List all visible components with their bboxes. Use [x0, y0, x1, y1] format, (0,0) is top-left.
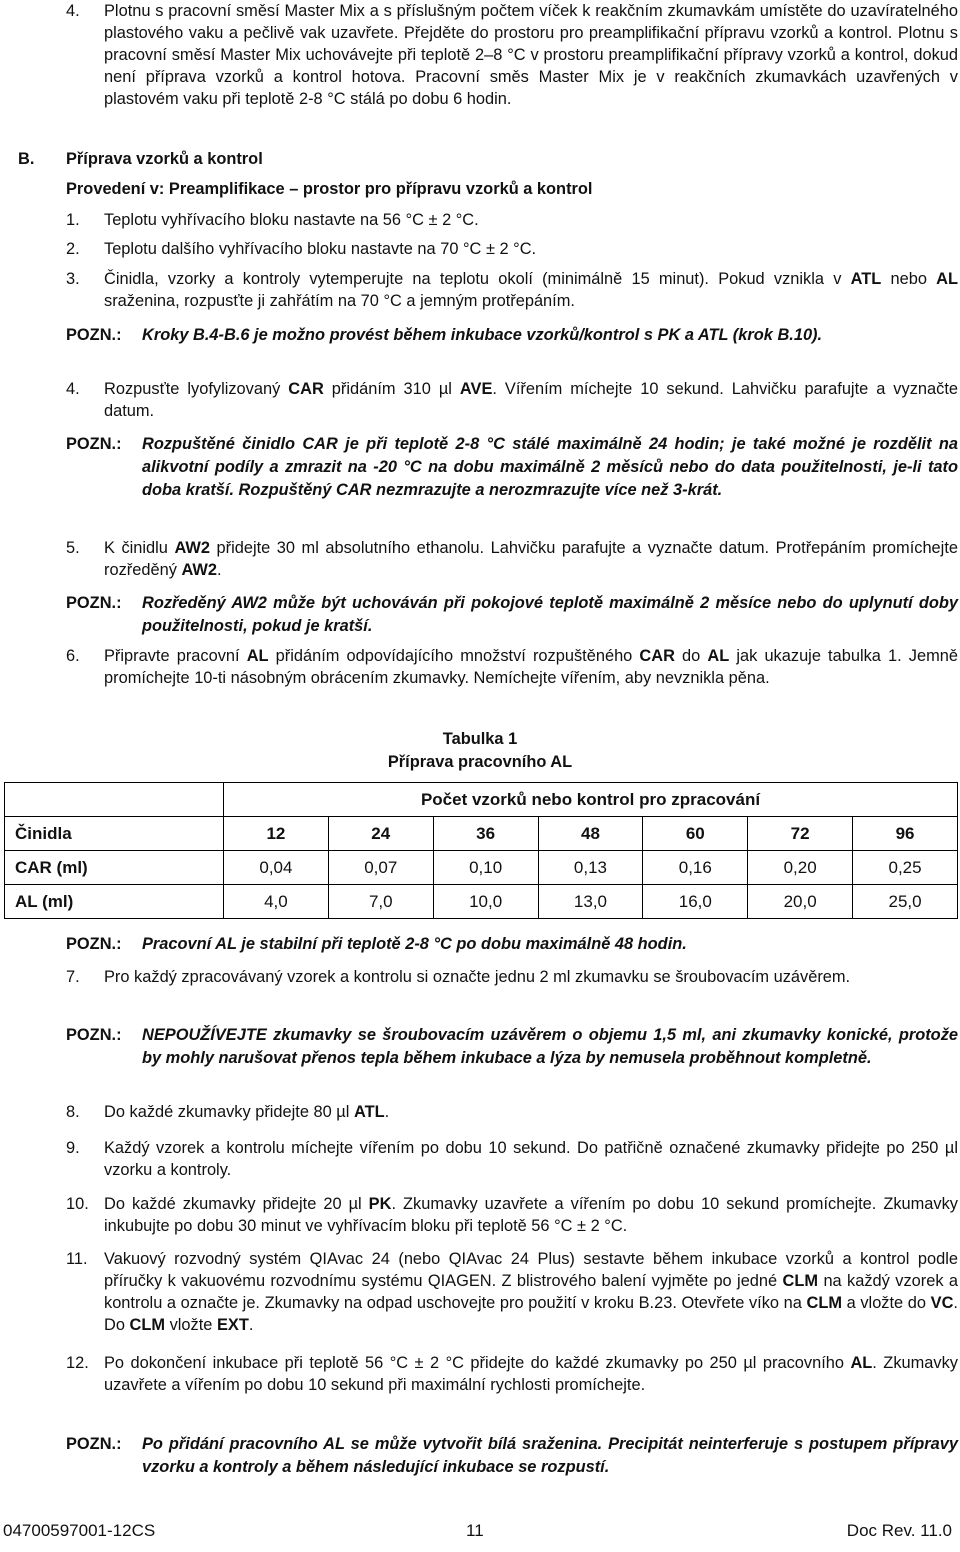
- table-header-row: [5, 783, 958, 817]
- footer-doc-code: 04700597001-12CS: [3, 1521, 156, 1540]
- step-b6: 6. Připravte pracovní AL přidáním odpovídajícího množství rozpuštěného CAR do AL jak ukazuje tabulka 1. Jemně promíchejte 10-ti násobným obrácením zkumavky. Nemíchejte vířením, aby nevznikla pěna.: [66, 647, 959, 687]
- step-b3: 3. Činidla, vzorky a kontroly vytemperujte na teplotu okolí (minimálně 15 minut). Pokud vznikla v ATL nebo AL sraženina, rozpusťte ji zahřátím na 70 °C a jemným protřepáním.: [66, 270, 959, 310]
- step-number: 4.: [66, 2, 80, 20]
- note-5: POZN.: NEPOUŽÍVEJTE zkumavky se šroubovacím uzávěrem o objemu 1,5 ml, ani zkumavky konické, protože by mohly narušovat přenos tepla během inkubace a lýza by nemusela proběhnout kompletně.: [66, 1026, 958, 1067]
- step-text: Plotnu s pracovní směsí Master Mix a s příslušným počtem víček k reakčním zkumavkám umístěte do uzavíratelného plastového vaku a pečlivě vak uzavřete. Přejděte do prostoru pro preamplifikační přípravu vzorků a kontrol. Plotnu s pracovní směsí Master Mix uchovávejte při teplotě 2–8 °C v prostoru preamplifikační přípravy vzorků a kontrol, dokud není příprava vzorků a kontrol hotova. Pracovní směs Master Mix je v reakčních zkumavkách uzavřených v plastovém vaku při teplotě 2-8 °C stálá po dobu 6 hodin.: [104, 2, 958, 108]
- section-letter: B.: [18, 150, 35, 168]
- note-3: POZN.: Rozředěný AW2 může být uchováván při pokojové teplotě maximálně 2 měsíce nebo do uplynutí doby použitelnosti, pokud je kratší.: [66, 594, 958, 635]
- step-b7: 7. Pro každý zpracovávaný vzorek a kontrolu si označte jednu 2 ml zkumavku se šroubovacím uzávěrem.: [66, 968, 851, 986]
- step-b4: 4. Rozpusťte lyofylizovaný CAR přidáním 310 µl AVE. Vířením míchejte 10 sekund. Lahvičku parafujte a vyznačte datum.: [66, 380, 958, 420]
- table-row: CAR (ml) 0,04 0,07 0,10 0,13 0,16 0,20 0,25: [5, 851, 958, 885]
- footer-page-number: 11: [466, 1521, 484, 1540]
- step-b9: 9. Každý vzorek a kontrolu míchejte vířením po dobu 10 sekund. Do patřičně označené zkumavky přidejte po 250 µl vzorku a kontroly.: [66, 1139, 958, 1179]
- table-row: Činidla 12 24 36 48 60 72 96: [5, 817, 958, 851]
- note-2: POZN.: Rozpuštěné činidlo CAR je při teplotě 2-8 °C stálé maximálně 24 hodin; je také možné je rozdělit na alikvotní podíly a zmrazit na -20 °C na dobu maximálně 2 měsíců nebo do data použitelnosti, je-li tato doba kratší. Rozpuštěný CAR nezmrazujte a nerozmrazujte více než 3-krát.: [66, 435, 958, 499]
- step-b2: 2. Teplotu dalšího vyhřívacího bloku nastavte na 70 °C ± 2 °C.: [66, 240, 537, 258]
- step-b11: 11. Vakuový rozvodný systém QIAvac 24 (nebo QIAvac 24 Plus) sestavte během inkubace vzorků a kontrol podle příručky k vakuovému rozvodnímu systému QIAGEN. Z blistrového balení vyjměte po jedné CLM na každý vzorek a kontrolu a označte je. Zkumavky na odpad uschovejte pro použití v kroku B.23. Otevřete víko na CLM a vložte do VC. Do CLM vložte EXT.: [66, 1250, 959, 1334]
- step-b5: 5. K činidlu AW2 přidejte 30 ml absolutního ethanolu. Lahvičku parafujte a vyznačte datum. Protřepáním promíchejte rozředěný AW2.: [66, 539, 958, 579]
- section-heading: [18, 148, 263, 170]
- section-subtitle: Provedení v: Preamplifikace – prostor pro přípravu vzorků a kontrol: [66, 180, 593, 198]
- step-b8: 8. Do každé zkumavky přidejte 80 µl ATL.: [66, 1103, 390, 1121]
- step-4-mastermix: [66, 0, 958, 110]
- step-b10: 10. Do každé zkumavky přidejte 20 µl PK. Zkumavky uzavřete a vířením po dobu 10 sekund promíchejte. Zkumavky inkubujte po dobu 30 minut ve vyhřívacím bloku při teplotě 56 °C ± 2 °C.: [66, 1195, 958, 1235]
- section-title: Příprava vzorků a kontrol: [66, 150, 263, 168]
- table-header: Počet vzorků nebo kontrol pro zpracování: [224, 783, 958, 817]
- note-4: POZN.: Pracovní AL je stabilní při teplotě 2-8 °C po dobu maximálně 48 hodin.: [66, 935, 687, 953]
- footer-doc-rev: Doc Rev. 11.0: [846, 1521, 952, 1540]
- step-b12: 12. Po dokončení inkubace při teplotě 56 °C ± 2 °C přidejte do každé zkumavky po 250 µl pracovního AL. Zkumavky uzavřete a vířením po dobu 10 sekund při maximální rychlosti promíchejte.: [66, 1354, 958, 1394]
- table-1: [4, 782, 958, 919]
- table-row: AL (ml) 4,0 7,0 10,0 13,0 16,0 20,0 25,0: [5, 885, 958, 919]
- table-title: Tabulka 1: [442, 730, 518, 748]
- note-6: POZN.: Po přidání pracovního AL se může vytvořit bílá sraženina. Precipitát neinterferuje s postupem přípravy vzorku a kontroly a během následující inkubace se rozpustí.: [66, 1435, 958, 1476]
- table-subtitle: Příprava pracovního AL: [387, 753, 573, 771]
- note-1: POZN.: Kroky B.4-B.6 je možno provést během inkubace vzorků/kontrol s PK a ATL (krok B.10).: [66, 326, 823, 344]
- step-b1: 1. Teplotu vyhřívacího bloku nastavte na 56 °C ± 2 °C.: [66, 211, 479, 229]
